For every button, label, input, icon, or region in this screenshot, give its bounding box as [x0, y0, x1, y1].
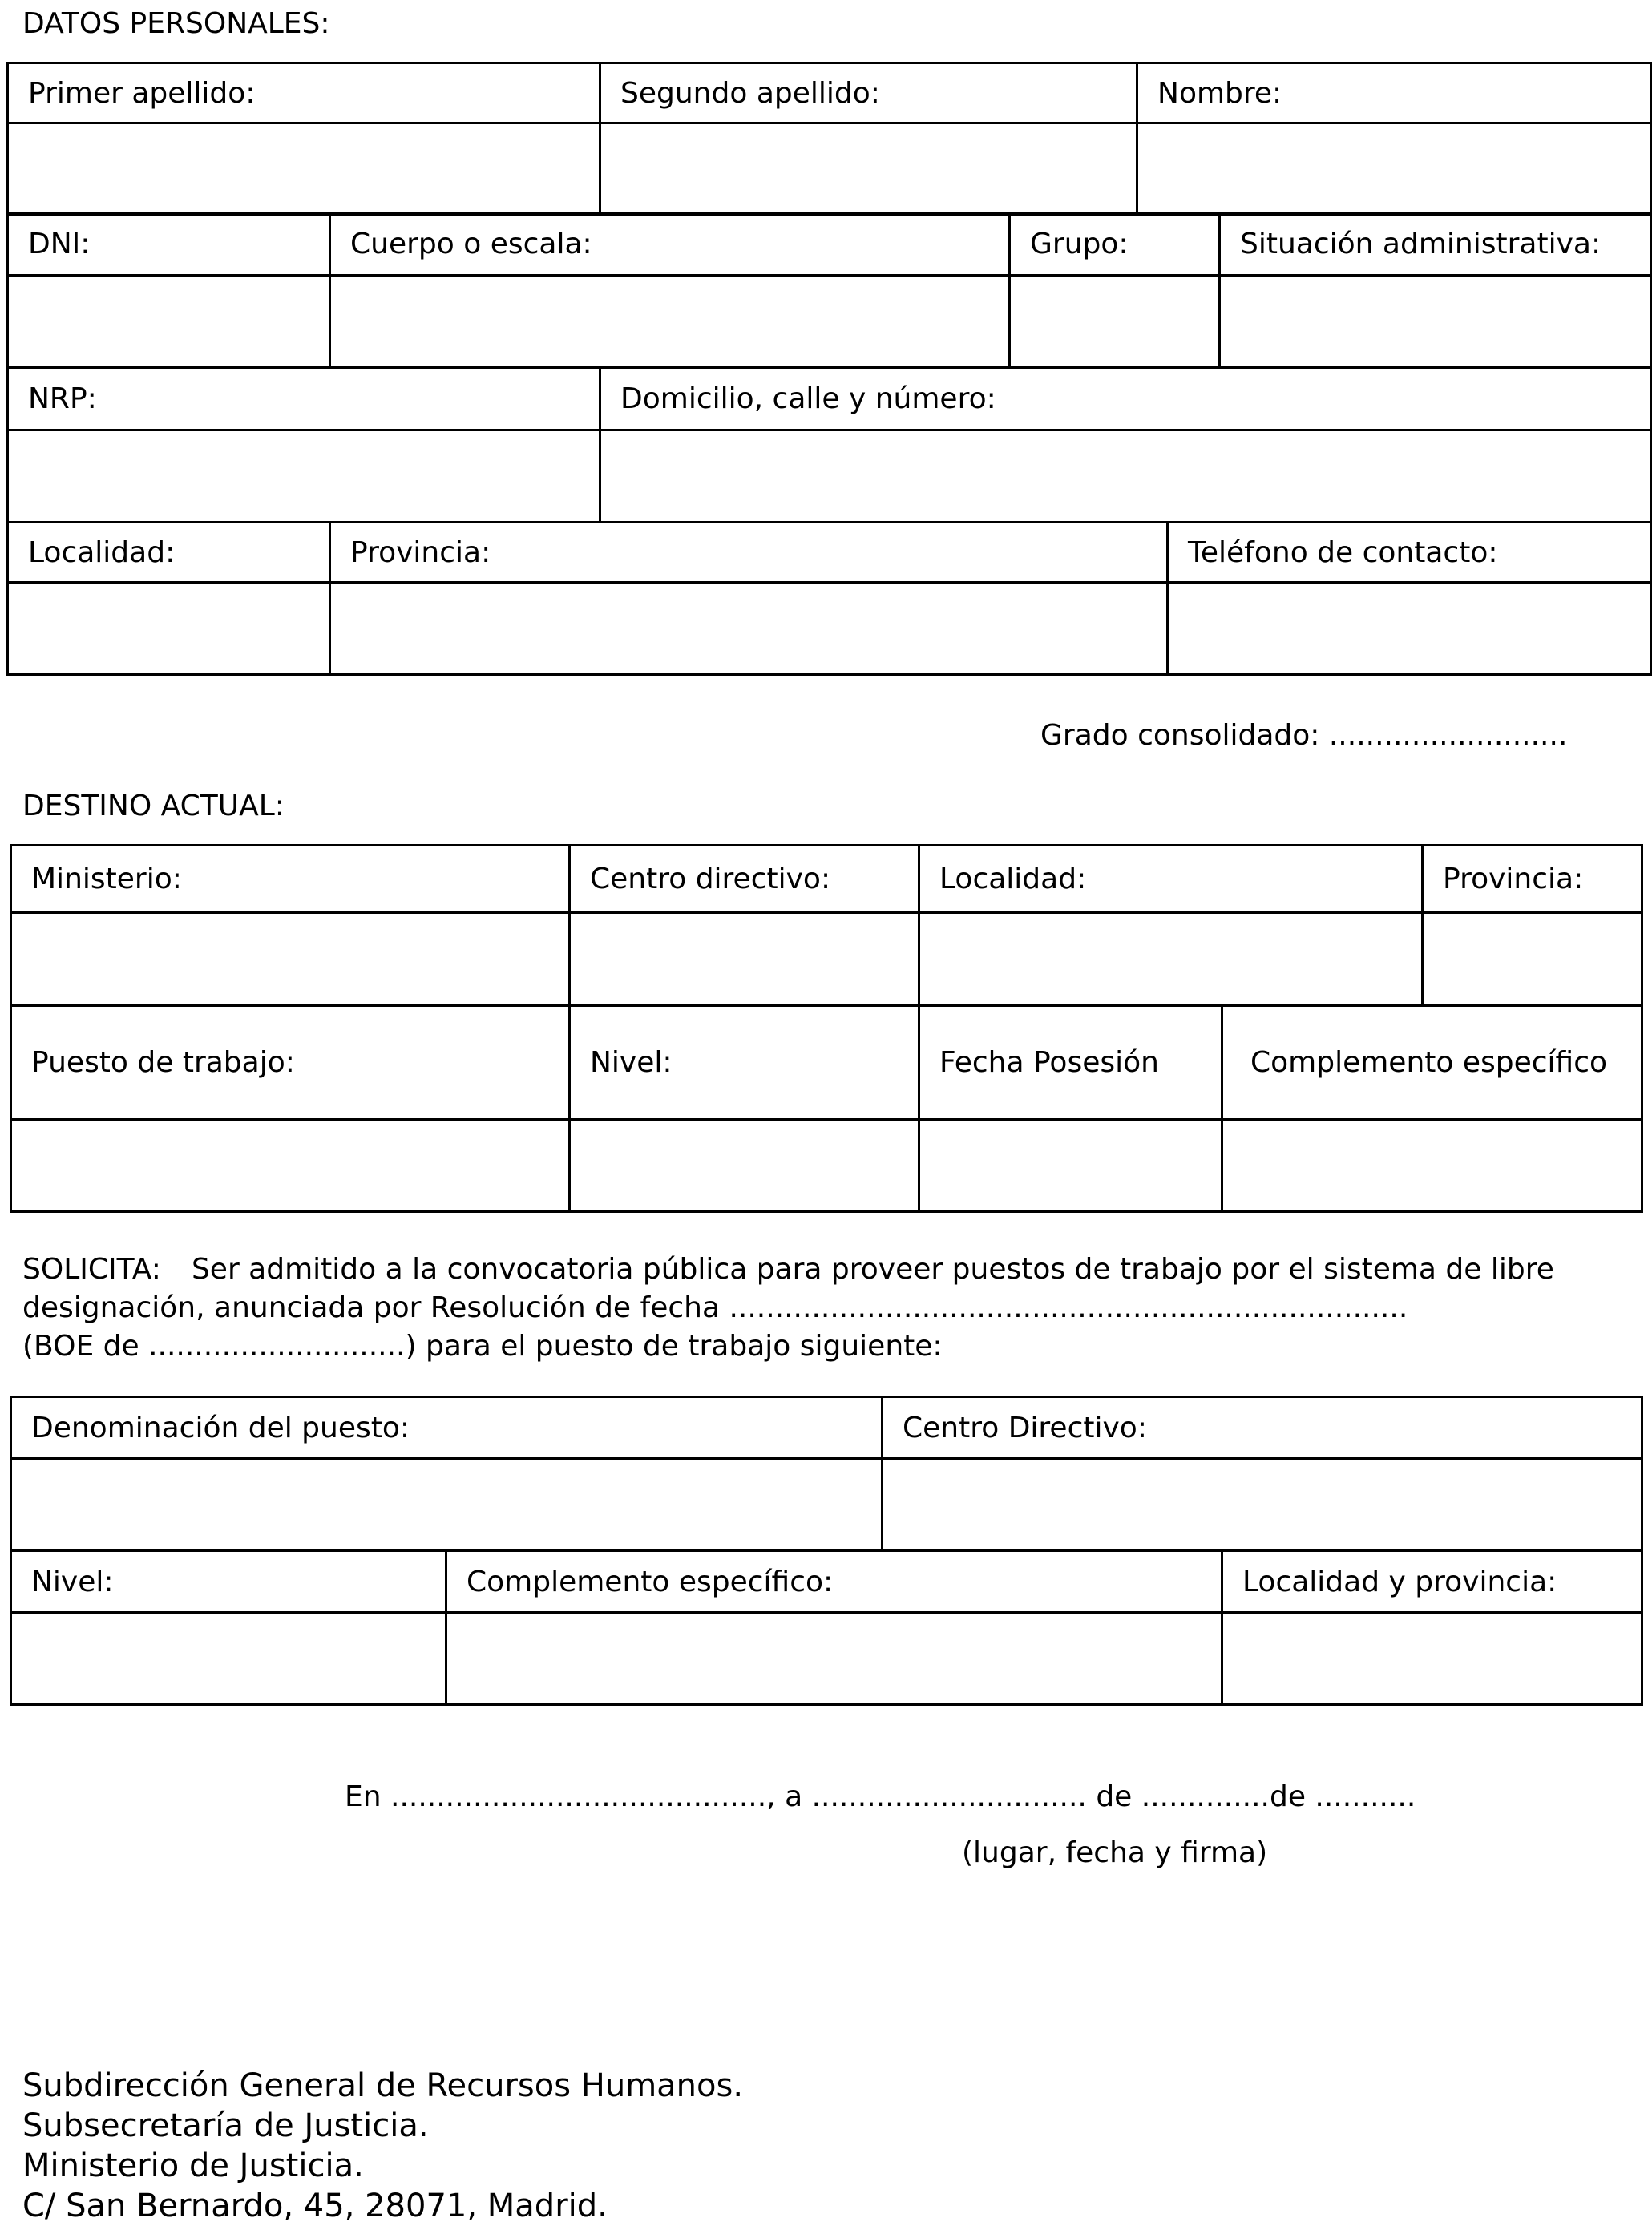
segundo-apellido-field[interactable] [600, 123, 1137, 216]
firma-caption: (lugar, fecha y firma) [962, 1836, 1268, 1869]
complemento-field[interactable] [1222, 1120, 1642, 1212]
provincia-label: Provincia: [330, 523, 1168, 583]
solicita-label: SOLICITA: [22, 1253, 161, 1286]
solicita-line-3: (BOE de ............................) para el puesto de trabajo siguiente: [22, 1330, 943, 1363]
solicita-line-1: Ser admitido a la convocatoria pública para proveer puestos de trabajo por el sistema de libre [191, 1253, 1554, 1286]
grupo-field[interactable] [1010, 276, 1220, 368]
puesto-solicitado-table-1 [10, 1396, 1643, 1552]
destino-localidad-field[interactable] [919, 913, 1423, 1005]
dni-label: DNI: [8, 213, 330, 276]
puesto-trabajo-label: Puesto de trabajo: [11, 1006, 570, 1120]
destino-actual-table-1 [10, 844, 1643, 1006]
destino-localidad-label: Localidad: [919, 846, 1423, 913]
destino-nivel-label: Nivel: [570, 1006, 919, 1120]
datos-nrp-table [6, 366, 1652, 523]
complemento-label: Complemento específico [1222, 1006, 1642, 1120]
denominacion-field[interactable] [11, 1459, 883, 1551]
destino-provincia-label: Provincia: [1423, 846, 1642, 913]
datos-personales-heading: DATOS PERSONALES: [22, 7, 330, 40]
solicitado-nivel-label: Nivel: [11, 1551, 446, 1613]
solicitado-nivel-field[interactable] [11, 1613, 446, 1705]
centro-solicitado-field[interactable] [883, 1459, 1642, 1551]
destino-actual-heading: DESTINO ACTUAL: [22, 790, 285, 822]
direccion-line-2: Subsecretaría de Justicia. [22, 2107, 429, 2144]
solicitado-complemento-field[interactable] [446, 1613, 1222, 1705]
puesto-solicitado-table-2 [10, 1549, 1643, 1706]
centro-directivo-label: Centro directivo: [570, 846, 919, 913]
primer-apellido-label: Primer apellido: [8, 63, 600, 123]
solicitado-localidad-label: Localidad y provincia: [1222, 1551, 1642, 1613]
situacion-field[interactable] [1220, 276, 1651, 368]
solicitado-complemento-label: Complemento específico: [446, 1551, 1222, 1613]
grupo-label: Grupo: [1010, 213, 1220, 276]
situacion-label: Situación administrativa: [1220, 213, 1651, 276]
primer-apellido-field[interactable] [8, 123, 600, 216]
fecha-posesion-label: Fecha Posesión [919, 1006, 1222, 1120]
centro-solicitado-label: Centro Directivo: [883, 1397, 1642, 1459]
destino-provincia-field[interactable] [1423, 913, 1642, 1005]
telefono-label: Teléfono de contacto: [1168, 523, 1651, 583]
cuerpo-label: Cuerpo o escala: [330, 213, 1010, 276]
datos-dni-table [6, 212, 1652, 369]
localidad-field[interactable] [8, 583, 330, 675]
destino-nivel-field[interactable] [570, 1120, 919, 1212]
puesto-trabajo-field[interactable] [11, 1120, 570, 1212]
destino-actual-table-2 [10, 1004, 1643, 1213]
localidad-label: Localidad: [8, 523, 330, 583]
domicilio-label: Domicilio, calle y número: [600, 368, 1651, 430]
nrp-field[interactable] [8, 430, 600, 523]
solicita-paragraph [22, 1250, 1554, 1366]
datos-personales-table [6, 62, 1652, 216]
denominacion-label: Denominación del puesto: [11, 1397, 883, 1459]
grado-consolidado: Grado consolidado: .......................... [1040, 719, 1568, 752]
domicilio-field[interactable] [600, 430, 1651, 523]
firma-line: En ........................................., a .............................. de ..............de ........... [345, 1780, 1416, 1813]
segundo-apellido-label: Segundo apellido: [600, 63, 1137, 123]
direccion-block [22, 2066, 743, 2226]
provincia-field[interactable] [330, 583, 1168, 675]
dni-field[interactable] [8, 276, 330, 368]
ministerio-field[interactable] [11, 913, 570, 1005]
datos-localidad-table [6, 521, 1652, 676]
telefono-field[interactable] [1168, 583, 1651, 675]
solicitado-localidad-field[interactable] [1222, 1613, 1642, 1705]
cuerpo-field[interactable] [330, 276, 1010, 368]
nrp-label: NRP: [8, 368, 600, 430]
direccion-line-3: Ministerio de Justicia. [22, 2147, 364, 2184]
solicita-line-2: designación, anunciada por Resolución de fecha .......................................................................... [22, 1291, 1408, 1324]
nombre-label: Nombre: [1137, 63, 1651, 123]
centro-directivo-field[interactable] [570, 913, 919, 1005]
direccion-line-4: C/ San Bernardo, 45, 28071, Madrid. [22, 2188, 608, 2224]
nombre-field[interactable] [1137, 123, 1651, 216]
fecha-posesion-field[interactable] [919, 1120, 1222, 1212]
ministerio-label: Ministerio: [11, 846, 570, 913]
direccion-line-1: Subdirección General de Recursos Humanos. [22, 2067, 744, 2104]
